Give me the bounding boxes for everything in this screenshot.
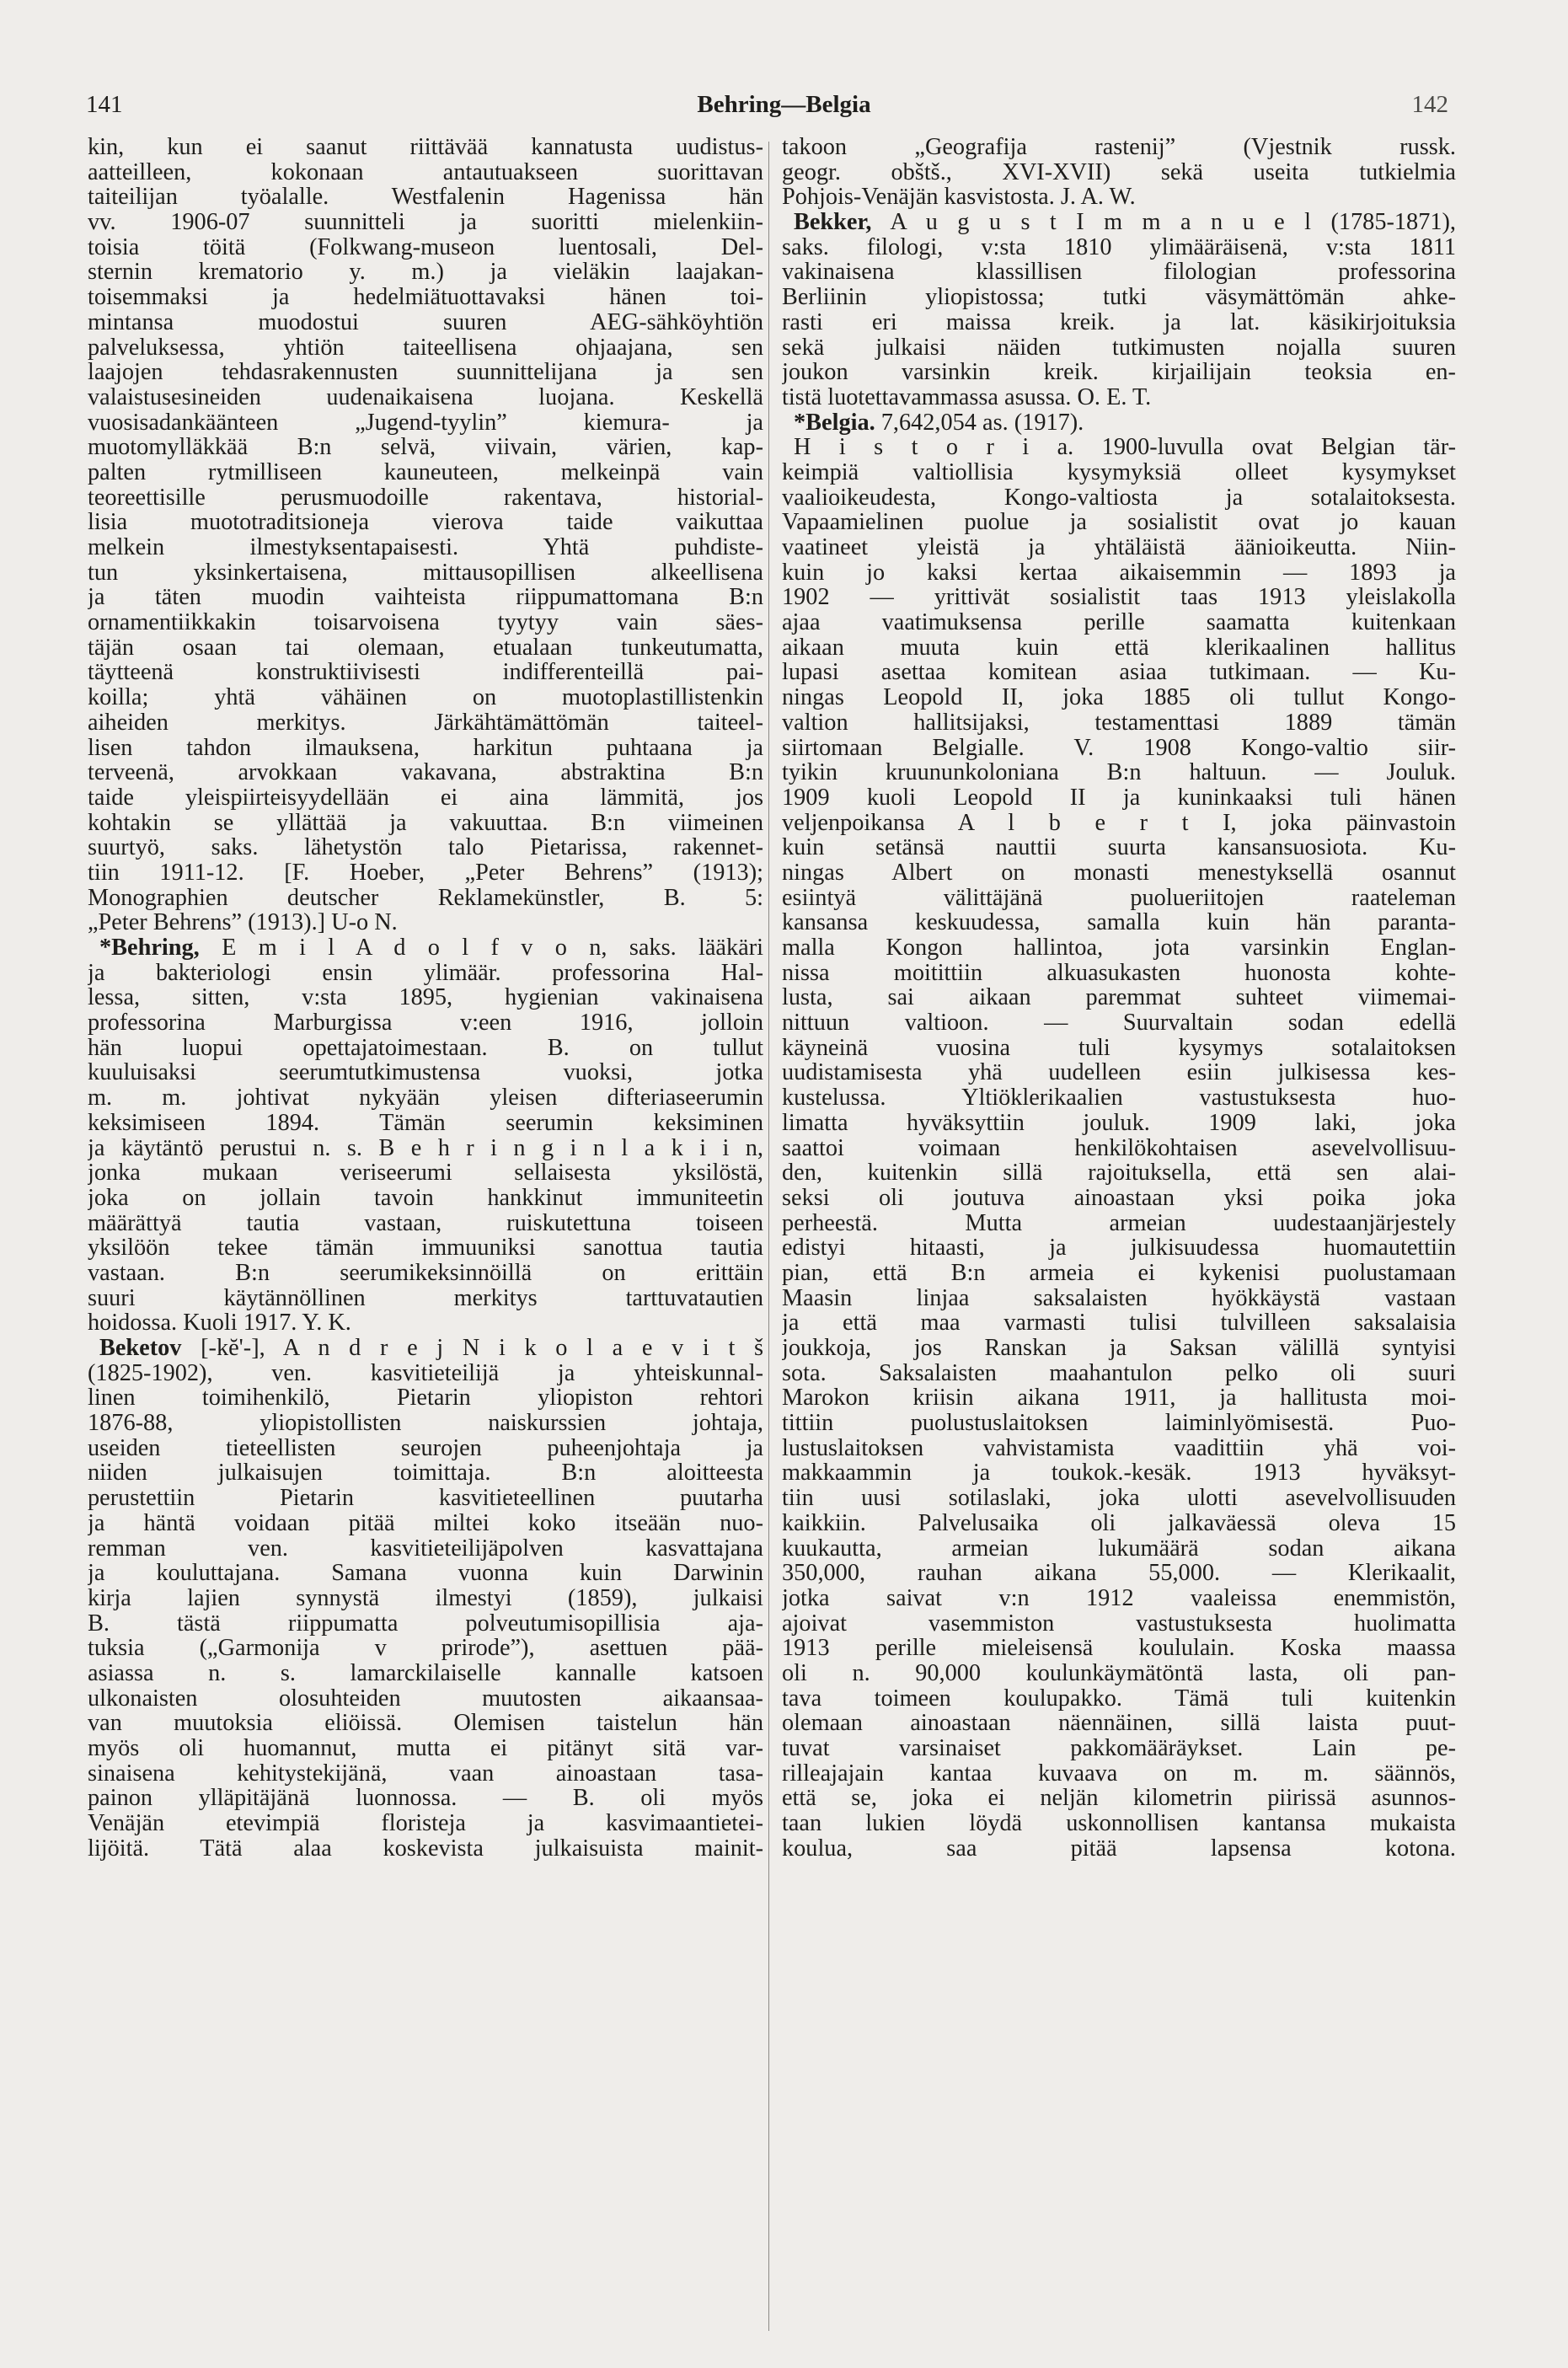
line-text: että se, joka ei neljän kilometrin piirissä asunnos- [782,1786,1456,1812]
line-text: tyikin kruununkoloniana B:n haltuun. — Jouluk. [782,760,1456,785]
line-text: vuosisadankäänteen „Jugend-tyylin” kiemura- ja [88,410,763,436]
right-column-text-line [782,785,1456,811]
line-text: ja häntä voidaan pitää miltei koko itseään nuo- [88,1510,763,1536]
right-column-text-line [782,1385,1456,1411]
line-text: terveenä, arvokkaan vakavana, abstraktina B:n [88,760,763,785]
right-column-text-line [782,1561,1456,1586]
line-text: uudistamisesta yhä uudelleen esiin julkisessa kes- [782,1060,1456,1086]
left-column-text-line [88,1385,763,1411]
line-text: rasti eri maissa kreik. ja lat. käsikirjoituksia [782,309,1456,335]
line-text: [-kĕ'-], A n d r e j N i k o l a e v i t š [181,1336,763,1361]
left-column-text-line [88,210,763,235]
line-text: lisia muototraditsioneja vierova taide vaikuttaa [88,510,763,535]
left-column-text-line [88,935,763,961]
line-text: joka on jollain tavoin hankkinut immuniteetin [88,1185,763,1211]
line-text: nissa moitittiin alkuasukasten huonosta kohte- [782,960,1456,986]
line-text: m. m. johtivat nykyään yleisen difteriaseerumin [88,1085,763,1111]
left-column-text-line [88,685,763,710]
line-text: Monographien deutscher Reklamekünstler, B. 5: [88,885,763,911]
line-text: koilla; yhtä vähäinen on muotoplastillistenkin [88,685,763,710]
line-text: kansansa keskuudessa, samalla kuin hän paranta- [782,910,1456,935]
right-column-text-line [782,1211,1456,1236]
left-column-text-line [88,610,763,635]
line-text: lustuslaitoksen vahvistamista vaadittiin yhä voi- [782,1435,1456,1461]
line-text: tittiin puolustuslaitoksen laiminlyömisestä. Puo- [782,1411,1456,1436]
right-column-text-line [782,1636,1456,1661]
right-column-text-line [782,1160,1456,1186]
line-text: tistä luotettavammassa asussa. O. E. T. [782,384,1152,410]
line-text: niiden julkaisujen toimittaja. B:n aloitteesta [88,1460,763,1487]
left-column-text-line [88,1436,763,1461]
left-column-text-line [88,1036,763,1061]
right-column-text-line [782,961,1456,986]
line-text: 1913 perille mieleisensä koululain. Koska maassa [782,1636,1456,1661]
left-column-text-line [88,1486,763,1511]
entry-headword: *Belgia. [794,410,875,436]
left-column-text-line [88,1536,763,1562]
right-column-text-line [782,260,1456,285]
line-text: (1825-1902), ven. kasvitieteilijä ja yhteiskunnal- [88,1360,763,1386]
line-text: linen toimihenkilö, Pietarin yliopiston rehtori [88,1385,763,1412]
line-text: ja kouluttajana. Samana vuonna kuin Darwinin [88,1561,763,1586]
left-column-text-line [88,1786,763,1811]
line-text: toisemmaksi ja hedelmiätuottavaksi hänen toi- [88,285,763,310]
right-column-text-line [782,1111,1456,1136]
line-text: nittuun valtioon. — Suurvaltain sodan edellä [782,1010,1456,1036]
left-column-text-line [88,736,763,761]
right-column-text-line [782,360,1456,385]
line-text: täytteenä konstruktiivisesti indifferenteillä pai- [88,660,763,686]
line-text: makkaammin ja toukok.-kesäk. 1913 hyväksyt- [782,1460,1456,1487]
line-text: tuksia („Garmonija v prirode”), asettuen pää- [88,1636,763,1661]
left-column-text-line [88,1235,763,1261]
line-text: 7,642,054 as. (1917). [875,410,1084,436]
right-column-text-line [782,485,1456,511]
line-text: 1876-88, yliopistollisten naiskurssien johtaja, [88,1411,763,1436]
left-text-column [88,135,763,1861]
line-text: vv. 1906-07 suunnitteli ja suoritti mielenkiin- [88,210,763,235]
left-column-text-line [88,1586,763,1611]
line-text: siirtomaan Belgialle. V. 1908 Kongo-valtio siir- [782,735,1456,761]
line-text: melkein ilmestyksentapaisesti. Yhtä puhdiste- [88,535,763,560]
line-text: koulua, saa pitää lapsensa kotona. [782,1835,1456,1862]
line-text: malla Kongon hallintoa, jota varsinkin Englan- [782,935,1456,961]
page-number-left: 141 [86,91,123,118]
line-text: suuri käytännöllinen merkitys tarttuvatautien [88,1285,763,1311]
left-column-text-line [88,1686,763,1712]
left-column-text-line [88,1160,763,1186]
right-column-text-line [782,1286,1456,1311]
line-text: lupasi asettaa komitean asiaa tutkimaan. — Ku- [782,660,1456,686]
left-column-text-line [88,1060,763,1085]
line-text: hoidossa. Kuoli 1917. Y. K. [88,1310,351,1336]
right-column-text-line [782,1310,1456,1336]
left-column-text-line [88,835,763,860]
left-column-text-line [88,310,763,335]
left-column-text-line [88,435,763,460]
left-column-text-line [88,485,763,511]
line-text: E m i l A d o l f v o n, saks. lääkäri [199,935,763,961]
right-column-text-line [782,560,1456,586]
left-column-text-line [88,160,763,185]
left-column-text-line [88,1561,763,1586]
line-text: remman ven. kasvitieteilijäpolven kasvattajana [88,1535,763,1562]
right-column-text-line [782,435,1456,460]
right-column-text-line [782,160,1456,185]
left-column-text-line [88,1111,763,1136]
right-column-text-line [782,335,1456,361]
line-text: taiteilijan työalalle. Westfalenin Hagenissa hän [88,185,763,211]
line-text: useiden tieteellisten seurojen puheenjohtaja ja [88,1435,763,1461]
line-text: van muutoksia eliöissä. Olemisen taistelun hän [88,1711,763,1736]
line-text: kuin setänsä nauttii suurta kansansuosiota. Ku- [782,835,1456,860]
left-column-text-line [88,1010,763,1036]
line-text: lessa, sitten, v:sta 1895, hygienian vakinaisena [88,985,763,1011]
line-text: laajojen tehdasrakennusten suunnittelijana ja sen [88,360,763,385]
line-text: vaatineet yleistä ja yhtäläistä äänioikeutta. Niin- [782,535,1456,560]
right-column-text-line [782,1586,1456,1611]
left-column-text-line [88,1511,763,1536]
line-text: mintansa muodostui suuren AEG-sähköyhtiön [88,309,763,335]
line-text: sota. Saksalaisten maahantulon pelko oli suuri [782,1360,1456,1386]
line-text: suurtyö, saks. lähetystön talo Pietarissa, rakennet- [88,835,763,860]
right-column-text-line [782,635,1456,661]
line-text: lijöitä. Tätä alaa koskevista julkaisuista mainit- [88,1835,763,1862]
entry-headword: Bekker, [794,210,872,235]
line-text: palten rytmilliseen kauneuteen, melkeinpä vain [88,459,763,485]
left-column-text-line [88,535,763,560]
line-text: B. tästä riippumatta polveutumisopillisia aja- [88,1610,763,1637]
line-text: tiin 1911-12. [F. Hoeber, „Peter Behrens” (1913); [88,860,763,886]
line-text: 1909 kuoli Leopold II ja kuninkaaksi tuli hänen [782,785,1456,811]
right-column-text-line [782,935,1456,961]
line-text: takoon „Geografija rastenij” (Vjestnik russk. [782,135,1456,160]
right-column-text-line [782,1811,1456,1836]
page-number-right: 142 [1411,91,1448,118]
line-text: tun yksinkertaisena, mittausopillisen alkeellisena [88,560,763,586]
left-column-text-line [88,285,763,310]
left-column-text-line [88,710,763,736]
line-text: teoreettisille perusmuodoille rakentava, historial- [88,485,763,511]
running-head: Behring—Belgia [697,91,871,118]
line-text: keimpiä valtiollisia kysymyksiä olleet kysymykset [782,459,1456,485]
right-column-text-line [782,685,1456,710]
right-column-text-line [782,235,1456,260]
entry-headword: Beketov [99,1336,182,1361]
right-column-text-line [782,1136,1456,1161]
line-text: sinaisena kehitystekijänä, vaan ainoastaan tasa- [88,1760,763,1787]
left-column-text-line [88,660,763,685]
line-text: lisen tahdon ilmauksena, harkitun puhtaana ja [88,735,763,761]
right-column-text-line [782,1460,1456,1486]
left-column-text-line [88,185,763,210]
left-column-text-line [88,1836,763,1862]
line-text: taide yleispiirteisyydellään ei aina lämmitä, jos [88,785,763,811]
line-text: ningas Albert on monasti menestyksellä osannut [782,860,1456,886]
right-column-text-line [782,860,1456,886]
right-column-text-line [782,835,1456,860]
left-column-text-line [88,1711,763,1736]
line-text: A u g u s t I m m a n u e l (1785-1871), [871,210,1456,235]
line-text: kohtakin se yllättää ja vakuuttaa. B:n viimeinen [88,810,763,836]
left-column-text-line [88,1310,763,1336]
right-column-text-line [782,1235,1456,1261]
line-text: taan lukien löydä uskonnollisen kantansa mukaista [782,1811,1456,1836]
right-column-text-line [782,1060,1456,1085]
right-column-text-line [782,1686,1456,1712]
left-column-text-line [88,860,763,886]
line-text: limatta hyväksyttiin jouluk. 1909 laki, joka [782,1110,1456,1136]
line-text: H i s t o r i a. 1900-luvulla ovat Belgian tär- [794,435,1456,460]
line-text: yksilöön tekee tämän immuuniksi sanottua tautia [88,1235,763,1261]
line-text: sternin krematorio y. m.) ja vieläkin laajakan- [88,260,763,286]
line-text: edistyi hitaasti, ja julkisuudessa huomautettiin [782,1235,1456,1261]
line-text: Pohjois-Venäjän kasvistosta. J. A. W. [782,185,1136,211]
line-text: saks. filologi, v:sta 1810 ylimääräisenä, v:sta 1811 [782,234,1456,260]
column-divider [768,142,769,2331]
right-column-text-line [782,1736,1456,1761]
line-text: professorina Marburgissa v:een 1916, jolloin [88,1010,763,1036]
left-column-text-line [88,1336,763,1361]
line-text: Marokon kriisin aikana 1911, ja hallitusta moi- [782,1385,1456,1412]
line-text: keksimiseen 1894. Tämän seerumin keksiminen [88,1110,763,1136]
line-text: 350,000, rauhan aikana 55,000. — Klerikaalit, [782,1561,1456,1586]
right-column-text-line [782,135,1456,160]
right-column-text-line [782,1761,1456,1787]
line-text: tuvat varsinaiset pakkomääräykset. Lain pe- [782,1736,1456,1761]
right-column-text-line [782,410,1456,436]
line-text: oli n. 90,000 koulunkäymätöntä lasta, oli pan- [782,1660,1456,1686]
left-column-text-line [88,260,763,285]
line-text: käyneinä vuosina tuli kysymys sotalaitoksen [782,1035,1456,1061]
line-text: valaistusesineiden uudenaikaisena luojana. Keskellä [88,384,763,410]
line-text: täjän osaan tai olemaan, etualaan tunkeutumatta, [88,635,763,661]
right-column-text-line [782,1511,1456,1536]
line-text: 1902 — yrittivät sosialistit taas 1913 yleislakolla [782,585,1456,611]
left-column-text-line [88,635,763,661]
line-text: aatteilleen, kokonaan antautuakseen suorittavan [88,159,763,185]
left-column-text-line [88,1411,763,1436]
line-text: sekä julkaisi näiden tutkimusten nojalla suuren [782,335,1456,361]
right-column-text-line [782,710,1456,736]
line-text: muotomylläkkää B:n selvä, viivain, värien, kap- [88,435,763,460]
left-column-text-line [88,1211,763,1236]
right-column-text-line [782,1336,1456,1361]
line-text: ja bakteriologi ensin ylimäär. professorina Hal- [88,960,763,986]
left-column-text-line [88,135,763,160]
line-text: asiassa n. s. lamarckilaiselle kannalle katsoen [88,1660,763,1686]
line-text: Venäjän etevimpiä floristeja ja kasvimaantietei- [88,1811,763,1836]
right-column-text-line [782,1411,1456,1436]
right-column-text-line [782,760,1456,785]
right-column-text-line [782,1085,1456,1111]
right-column-text-line [782,811,1456,836]
line-text: ja että maa varmasti tulisi tulvilleen saksalaisia [782,1310,1456,1336]
right-column-text-line [782,610,1456,635]
right-column-text-line [782,910,1456,935]
right-column-text-line [782,1036,1456,1061]
page-header [0,91,1568,125]
left-column-text-line [88,961,763,986]
line-text: kustelussa. Yltiöklerikaalien vastustuksesta huo- [782,1085,1456,1111]
line-text: ajaa vaatimuksensa perille saamatta kuitenkaan [782,610,1456,635]
left-column-text-line [88,585,763,610]
left-column-text-line [88,1811,763,1836]
right-column-text-line [782,1361,1456,1386]
line-text: Maasin linjaa saksalaisten hyökkäystä vastaan [782,1285,1456,1311]
line-text: ningas Leopold II, joka 1885 oli tullut Kongo- [782,685,1456,710]
right-column-text-line [782,736,1456,761]
left-column-text-line [88,1286,763,1311]
line-text: kin, kun ei saanut riittävää kannatusta uudistus- [88,135,763,160]
right-column-text-line [782,585,1456,610]
line-text: jonka mukaan veriseerumi sellaisesta yksilöstä, [88,1160,763,1186]
right-column-text-line [782,185,1456,210]
line-text: lusta, sai aikaan paremmat suhteet viimemai- [782,985,1456,1011]
line-text: ulkonaisten olosuhteiden muutosten aikaansaa- [88,1685,763,1712]
line-text: aikaan muuta kuin että klerikaalinen hallitus [782,635,1456,661]
line-text: jotka saivat v:n 1912 vaaleissa enemmistön, [782,1585,1456,1611]
line-text: ja täten muodin vaihteista riippumattomana B:n [88,585,763,611]
right-column-text-line [782,1536,1456,1562]
right-column-text-line [782,886,1456,911]
left-column-text-line [88,560,763,586]
left-column-text-line [88,335,763,361]
left-column-text-line [88,886,763,911]
right-text-column [782,135,1456,1861]
left-column-text-line [88,811,763,836]
line-text: painon ylläpitäjänä luonnossa. — B. oli myös [88,1786,763,1812]
left-column-text-line [88,460,763,485]
right-column-text-line [782,460,1456,485]
line-text: myös oli huomannut, mutta ei pitänyt sitä var- [88,1736,763,1761]
right-column-text-line [782,1836,1456,1862]
right-column-text-line [782,1661,1456,1686]
left-column-text-line [88,1611,763,1637]
line-text: Vapaamielinen puolue ja sosialistit ovat jo kauan [782,510,1456,535]
line-text: toisia töitä (Folkwang-museon luentosali, Del- [88,234,763,260]
line-text: joukkoja, jos Ranskan ja Saksan välillä syntyisi [782,1336,1456,1361]
left-column-text-line [88,1636,763,1661]
right-column-text-line [782,1186,1456,1211]
left-column-text-line [88,1361,763,1386]
line-text: seksi oli joutuva ainoastaan yksi poika joka [782,1185,1456,1211]
line-text: saattoi voimaan henkilökohtaisen asevelvollisuu- [782,1135,1456,1161]
left-column-text-line [88,235,763,260]
left-column-text-line [88,1136,763,1161]
left-column-text-line [88,1261,763,1286]
line-text: geogr. obštš., XVI-XVII) sekä useita tutkielmia [782,159,1456,185]
line-text: kirja lajien synnystä ilmestyi (1859), julkaisi [88,1585,763,1611]
right-column-text-line [782,1436,1456,1461]
line-text: pian, että B:n armeia ei kykenisi puolustamaan [782,1260,1456,1286]
right-column-text-line [782,1786,1456,1811]
left-column-text-line [88,910,763,935]
line-text: ja käytäntö perustui n. s. B e h r i n g i n l a k i i n, [88,1135,763,1161]
right-column-text-line [782,660,1456,685]
left-column-text-line [88,360,763,385]
line-text: tava toimeen koulupakko. Tämä tuli kuitenkin [782,1685,1456,1712]
line-text: perustettiin Pietarin kasvitieteellinen puutarha [88,1486,763,1511]
left-column-text-line [88,1085,763,1111]
line-text: olemaan ainoastaan näennäinen, sillä laista puut- [782,1711,1456,1736]
left-column-text-line [88,1460,763,1486]
line-text: vaalioikeudesta, Kongo-valtiosta ja sotalaitoksesta. [782,485,1456,511]
line-text: vakinaisena klassillisen filologian professorina [782,260,1456,286]
line-text: joukon varsinkin kreik. kirjailijain teoksia en- [782,360,1456,385]
left-column-text-line [88,1761,763,1787]
line-text: Berliinin yliopistossa; tutki väsymättömän ahke- [782,285,1456,310]
line-text: rilleajajain kantaa kuvaava on m. m. säännös, [782,1760,1456,1787]
line-text: määrättyä tautia vastaan, ruiskutettuna toiseen [88,1210,763,1236]
line-text: ornamentiikkakin toisarvoisena tyytyy vain säes- [88,610,763,635]
right-column-text-line [782,1611,1456,1637]
left-column-text-line [88,1186,763,1211]
right-column-text-line [782,285,1456,310]
left-column-text-line [88,510,763,535]
line-text: aiheiden merkitys. Järkähtämättömän taiteel- [88,710,763,736]
right-column-text-line [782,1010,1456,1036]
line-text: tiin uusi sotilaslaki, joka ulotti asevelvollisuuden [782,1486,1456,1511]
right-column-text-line [782,1486,1456,1511]
line-text: kaikkiin. Palvelusaika oli jalkaväessä oleva 15 [782,1510,1456,1536]
right-column-text-line [782,1711,1456,1736]
right-column-text-line [782,385,1456,410]
entry-headword: *Behring, [99,935,200,961]
line-text: hän luopui opettajatoimestaan. B. on tullut [88,1035,763,1061]
right-column-text-line [782,510,1456,535]
left-column-text-line [88,1736,763,1761]
left-column-text-line [88,785,763,811]
line-text: den, kuitenkin sillä rajoituksella, että sen alai- [782,1160,1456,1186]
right-column-text-line [782,535,1456,560]
line-text: kuuluisaksi seerumtutkimustensa vuoksi, jotka [88,1060,763,1086]
line-text: veljenpoikansa A l b e r t I, joka päinvastoin [782,810,1456,836]
left-column-text-line [88,385,763,410]
right-column-text-line [782,310,1456,335]
line-text: kuukautta, armeian lukumäärä sodan aikana [782,1535,1456,1562]
right-column-text-line [782,1261,1456,1286]
left-column-text-line [88,1661,763,1686]
line-text: valtion hallitsijaksi, testamenttasi 1889 tämän [782,710,1456,736]
right-column-text-line [782,985,1456,1010]
left-column-text-line [88,985,763,1010]
line-text: kuin jo kaksi kertaa aikaisemmin — 1893 ja [782,560,1456,586]
line-text: ajoivat vasemmiston vastustuksesta huolimatta [782,1610,1456,1637]
line-text: palveluksessa, yhtiön taiteellisena ohjaajana, sen [88,335,763,361]
right-column-text-line [782,210,1456,235]
line-text: esiintyä välittäjänä puolueriitojen raateleman [782,885,1456,911]
line-text: „Peter Behrens” (1913).] U-o N. [88,910,398,935]
line-text: vastaan. B:n seerumikeksinnöillä on erittäin [88,1260,763,1286]
left-column-text-line [88,760,763,785]
left-column-text-line [88,410,763,436]
line-text: perheestä. Mutta armeian uudestaanjärjestely [782,1210,1456,1236]
